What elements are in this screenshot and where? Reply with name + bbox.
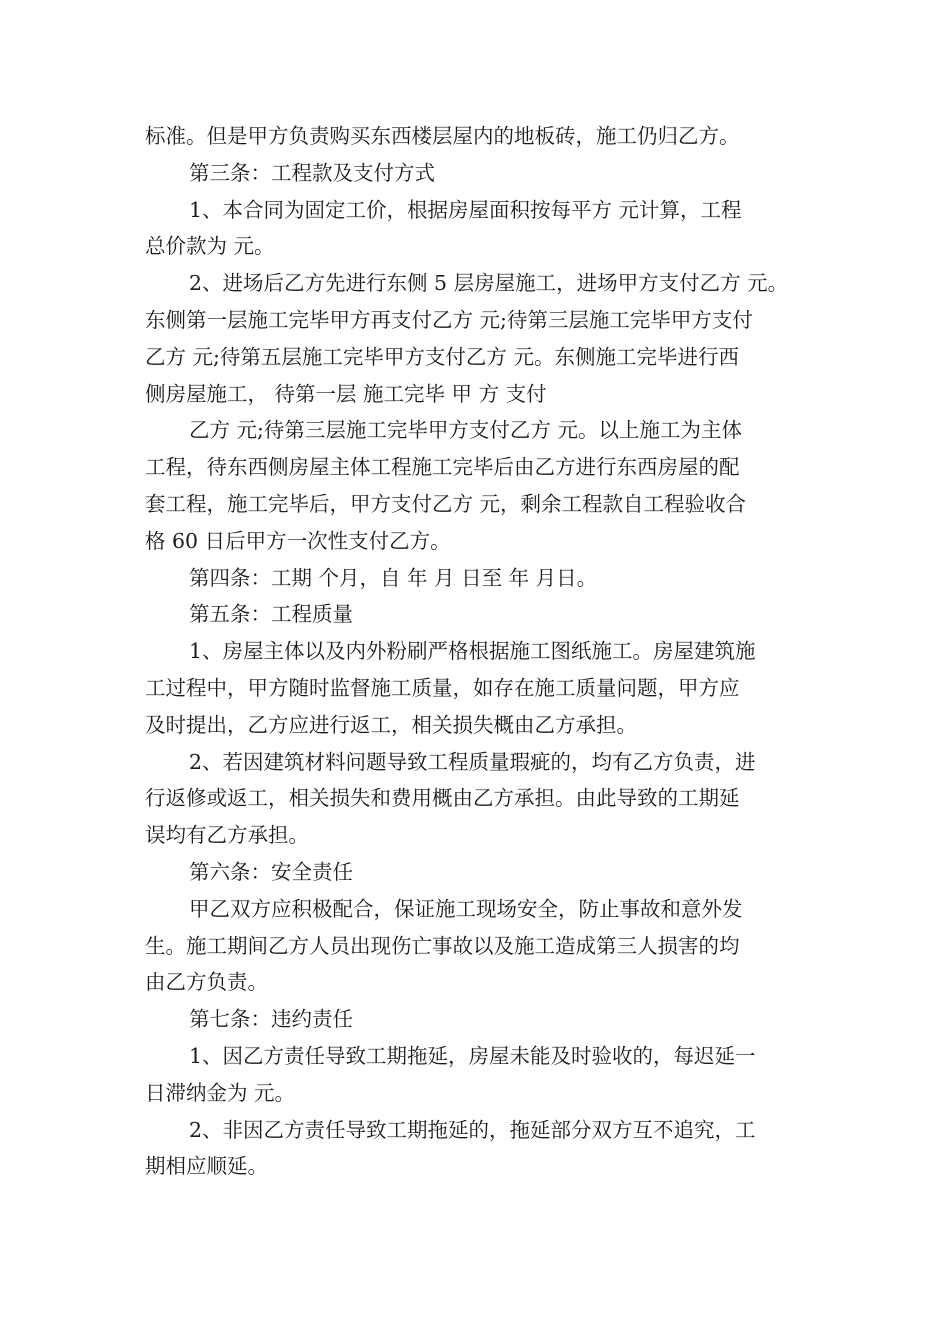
text-line: 误均有乙方承担。 (145, 823, 309, 848)
text-line: 由乙方负责。 (145, 970, 268, 995)
text-line: 2、进场后乙方先进行东侧 5 层房屋施工，进场甲方支付乙方 元。 (189, 271, 789, 296)
text-line: 总价款为 元。 (145, 234, 275, 259)
text-line: 1、因乙方责任导致工期拖延，房屋未能及时验收的，每迟延一 (189, 1043, 756, 1068)
document-body (145, 118, 825, 1185)
text-line: 期相应顺延。 (145, 1154, 268, 1179)
text-line: 1、房屋主体以及内外粉刷严格根据施工图纸施工。房屋建筑施 (189, 639, 756, 664)
text-line: 侧房屋施工， 待第一层 施工完毕 甲 方 支付 (145, 381, 547, 406)
text-line: 生。施工期间乙方人员出现伤亡事故以及施工造成第三人损害的均 (145, 933, 740, 958)
text-line: 东侧第一层施工完毕甲方再支付乙方 元;待第三层施工完毕甲方支付 (145, 307, 753, 332)
text-line: 2、若因建筑材料问题导致工程质量瑕疵的，均有乙方负责，进 (189, 749, 756, 774)
text-line: 格 60 日后甲方一次性支付乙方。 (145, 528, 451, 553)
text-line: 日滞纳金为 元。 (145, 1080, 296, 1105)
text-line: 套工程，施工完毕后，甲方支付乙方 元，剩余工程款自工程验收合 (145, 491, 747, 516)
text-line: 工程，待东西侧房屋主体工程施工完毕后由乙方进行东西房屋的配 (145, 455, 740, 480)
text-line: 及时提出，乙方应进行返工，相关损失概由乙方承担。 (145, 712, 637, 737)
section-heading-4: 第四条：工期 个月，自 年 月 日至 年 月日。 (189, 565, 598, 590)
text-line: 乙方 元;待第三层施工完毕甲方支付乙方 元。以上施工为主体 (189, 418, 742, 443)
section-heading-5: 第五条：工程质量 (189, 602, 353, 627)
text-line: 乙方 元;待第五层施工完毕甲方支付乙方 元。东侧施工完毕进行西 (145, 344, 739, 369)
text-line: 甲乙双方应积极配合，保证施工现场安全，防止事故和意外发 (189, 896, 743, 921)
text-line: 标准。但是甲方负责购买东西楼层屋内的地板砖，施工仍归乙方。 (145, 124, 740, 148)
text-line: 1、本合同为固定工价，根据房屋面积按每平方 元计算，工程 (189, 197, 742, 222)
text-line: 工过程中，甲方随时监督施工质量，如存在施工质量问题，甲方应 (145, 675, 740, 700)
section-heading-3: 第三条：工程款及支付方式 (189, 160, 435, 185)
section-heading-7: 第七条：违约责任 (189, 1007, 353, 1032)
section-heading-6: 第六条：安全责任 (189, 859, 353, 884)
text-line: 2、非因乙方责任导致工期拖延的，拖延部分双方互不追究，工 (189, 1117, 756, 1142)
text-line: 行返修或返工，相关损失和费用概由乙方承担。由此导致的工期延 (145, 786, 740, 811)
